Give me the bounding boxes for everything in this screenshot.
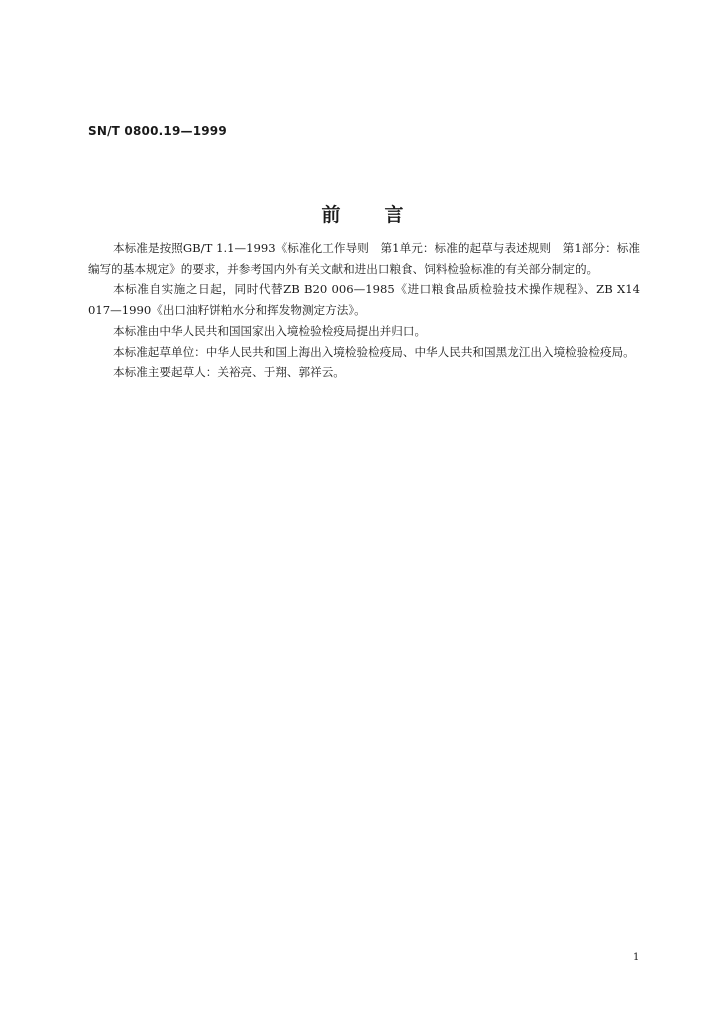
paragraph-replacement: 本标准自实施之日起，同时代替ZB B20 006—1985《进口粮食品质检验技术操作规程》、ZB X14 017—1990《出口油籽饼粕水分和挥发物测定方法》。 xyxy=(88,282,640,318)
page-number: 1 xyxy=(633,952,640,963)
standard-number: SN/T 0800.19—1999 xyxy=(88,124,227,138)
foreword-body xyxy=(88,238,640,383)
page-title: 前言 xyxy=(321,204,448,226)
paragraph-drafters: 本标准主要起草人：关裕亮、于翔、郭祥云。 xyxy=(113,365,345,380)
paragraph-proposer: 本标准由中华人民共和国国家出入境检验检疫局提出并归口。 xyxy=(113,323,427,338)
paragraph-drafting-units: 本标准起草单位：中华人民共和国上海出入境检验检疫局、中华人民共和国黑龙江出入境检验检疫局。 xyxy=(113,344,635,359)
paragraph-basis: 本标准是按照GB/T 1.1—1993《标准化工作导则 第1单元：标准的起草与表述规则 第1部分：标准编写的基本规定》的要求，并参考国内外有关文献和进出口粮食、饲料检验标准的有关部分制定的。 xyxy=(88,241,640,276)
